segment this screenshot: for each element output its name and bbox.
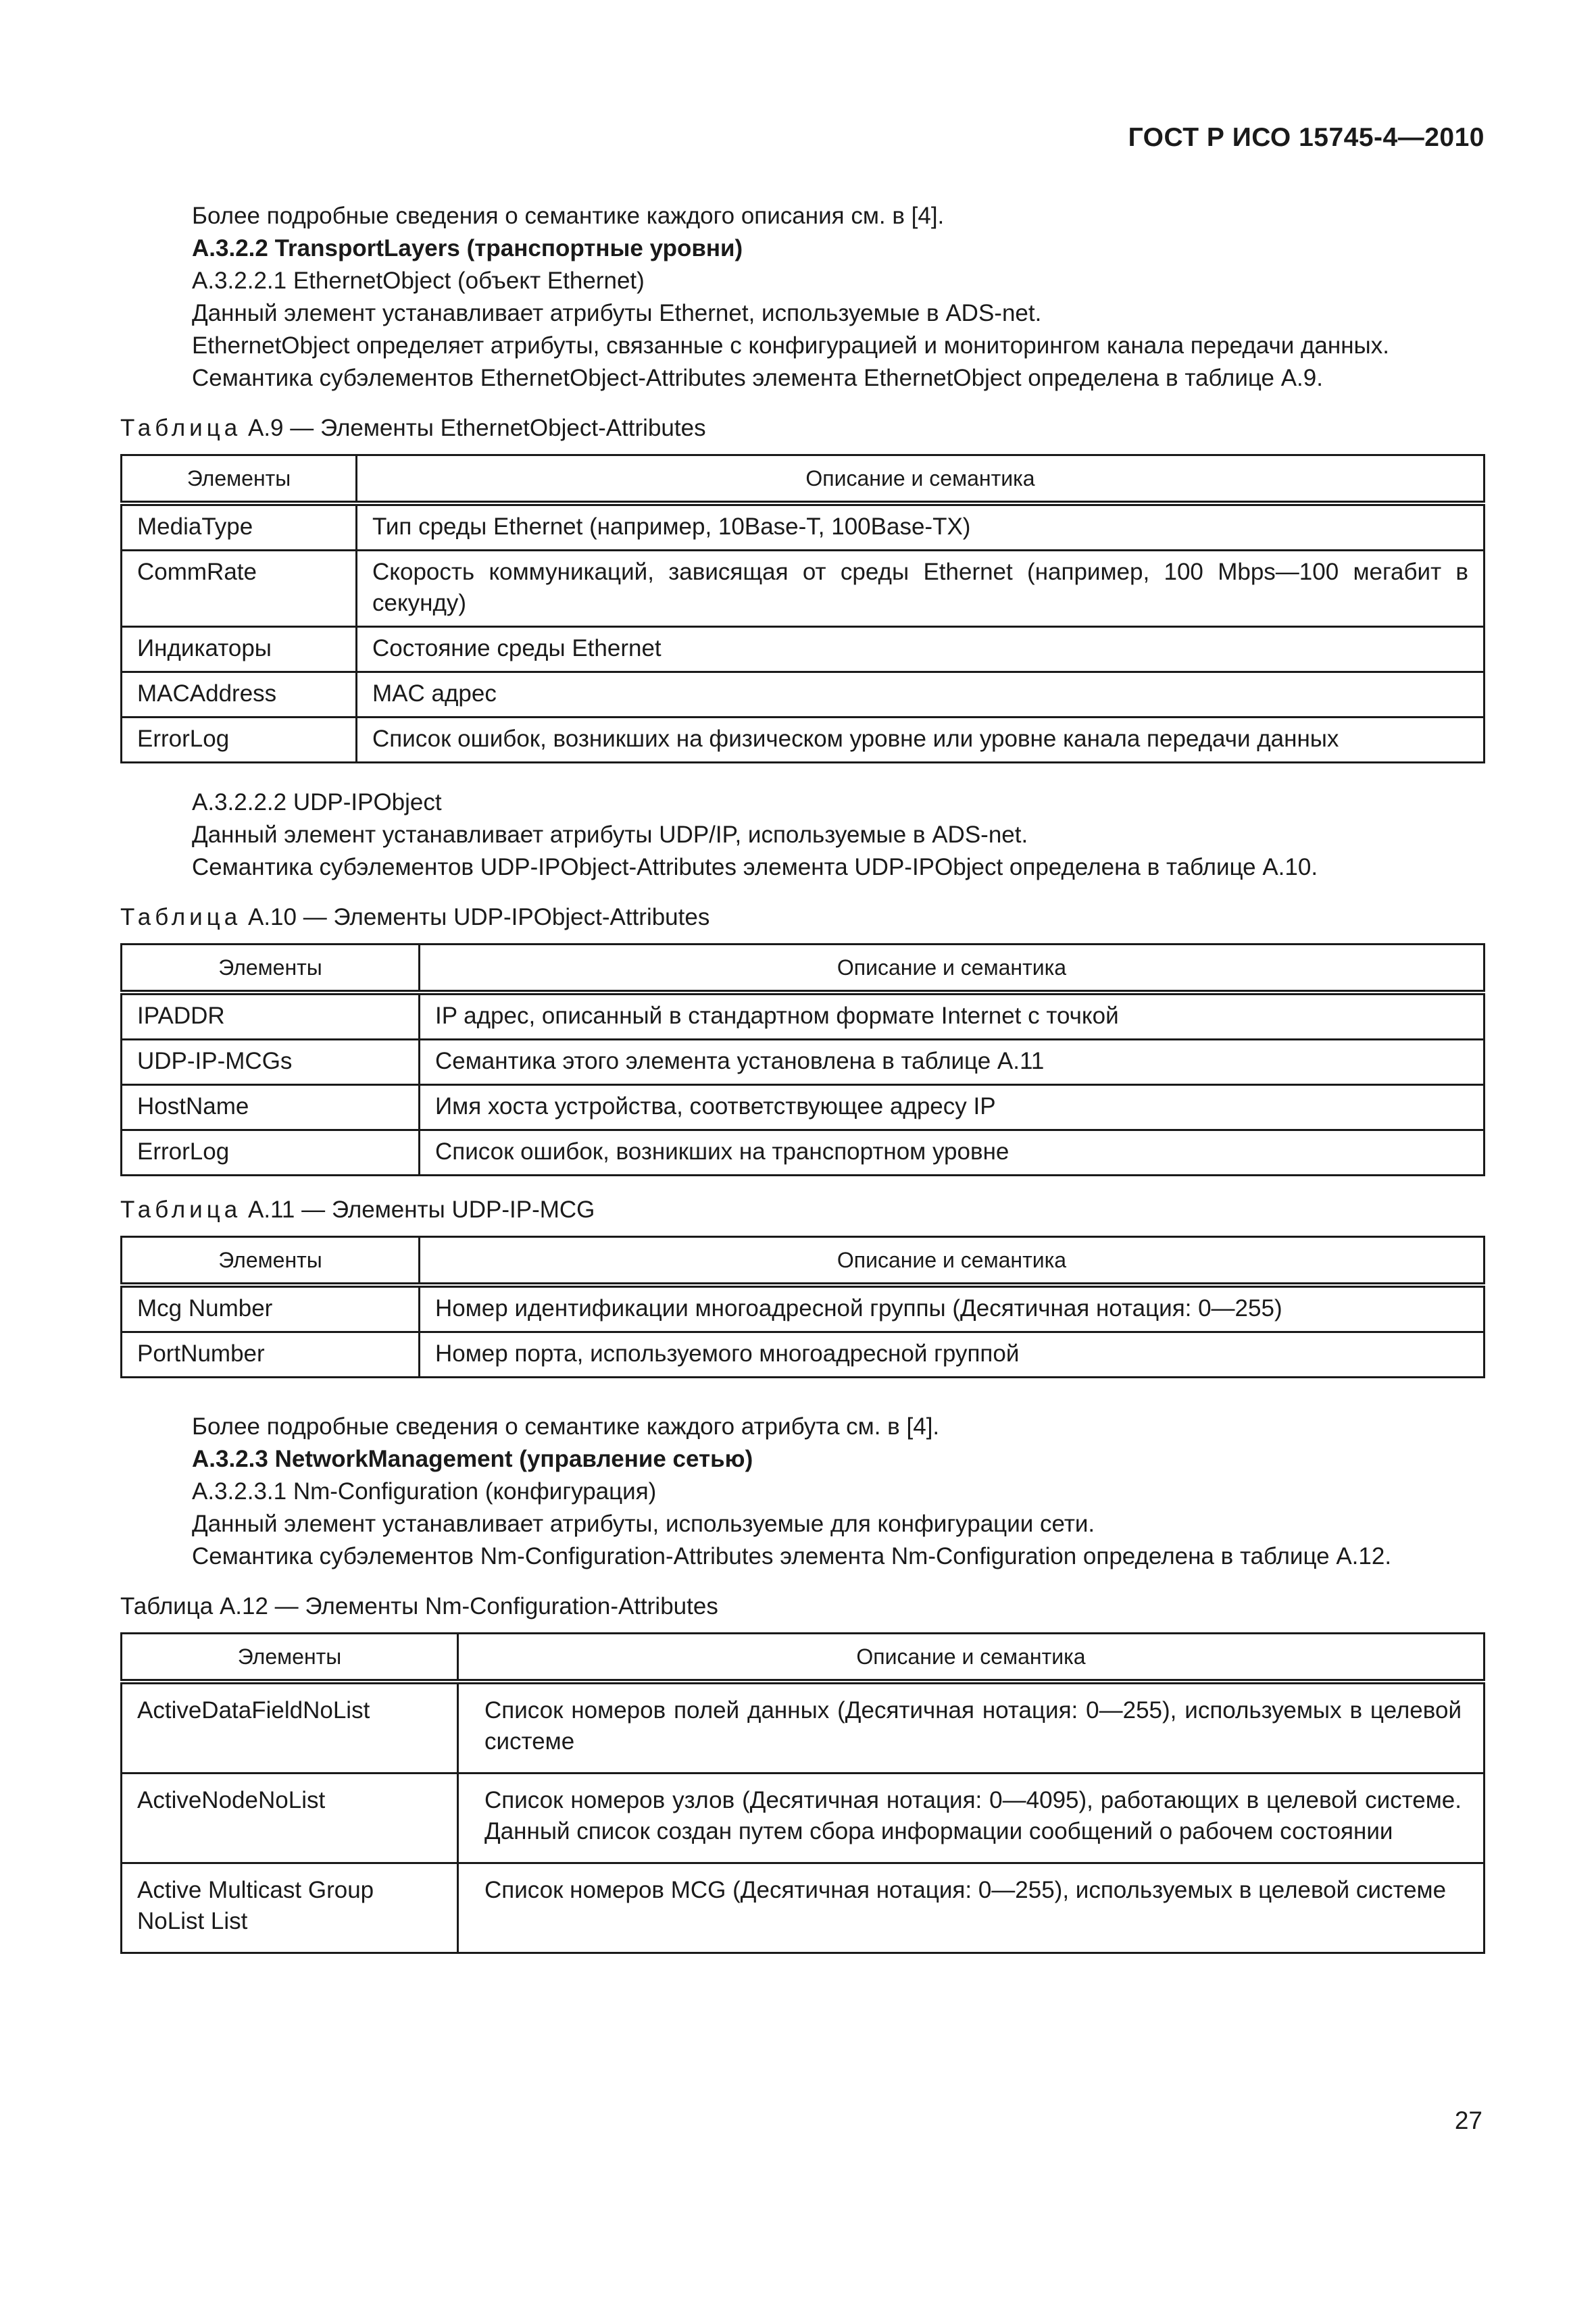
table-row [122,503,1485,551]
cell-description: Скорость коммуникаций, зависящая от среды Ethernet (например, 100 Mbps—100 мегабит в секунду) [357,551,1485,627]
table-caption-label: Таблица [120,904,242,930]
table-row [122,1682,1485,1774]
table-row [122,1130,1485,1176]
cell-element: Индикаторы [122,627,357,672]
cell-description: Список номеров узлов (Десятичная нотация: 0—4095), работающих в целевой системе. Данный список создан путем сбора информации сообщений о рабочем состоянии [458,1774,1485,1863]
table-row [122,1774,1485,1863]
subsection-title: A.3.2.3.1 Nm-Configuration (конфигурация) [192,1478,657,1505]
cell-description: Список номеров MCG (Десятичная нотация: 0—255), используемых в целевой системе [484,1877,1447,1903]
column-header-elements: Элементы [122,455,357,504]
section-heading: A.3.2.3 NetworkManagement (управление сетью) [192,1446,753,1472]
cell-description: Номер идентификации многоадресной группы (Десятичная нотация: 0—255) [420,1285,1485,1332]
table-row [122,992,1485,1040]
table-row [122,1285,1485,1332]
table-caption-label: Таблица [120,1197,242,1223]
cell-description: Список ошибок, возникших на транспортном уровне [435,1138,1009,1165]
cell-element: ErrorLog [122,1130,420,1176]
paragraph: Данный элемент устанавливает атрибуты UDP/IP, используемые в ADS-net. [192,822,1028,848]
table-caption-label: Таблица [120,415,242,441]
table-a10 [120,943,1485,1176]
page-number: 27 [1454,2107,1482,2134]
cell-element: MACAddress [122,672,357,718]
column-header-elements: Элементы [122,1237,420,1286]
table-caption [120,412,1485,445]
table-row [122,718,1485,763]
cell-description: Семантика этого элемента установлена в таблице А.11 [420,1040,1485,1085]
table-a11 [120,1236,1485,1378]
paragraph: Семантика субэлементов EthernetObject-Attributes элемента EthernetObject определена в таблице А.9. [192,365,1323,391]
cell-element: UDP-IP-MCGs [122,1040,420,1085]
column-header-elements: Элементы [122,945,420,993]
table-header-row [122,945,1485,993]
paragraph: Семантика субэлементов Nm-Configuration-Attributes элемента Nm-Configuration определена в таблице А.12. [192,1543,1392,1569]
cell-element: MediaType [122,503,357,551]
table-row [122,551,1485,627]
table-header-row [122,1634,1485,1682]
column-header-description: Описание и семантика [357,455,1485,504]
table-a9 [120,454,1485,763]
table-caption-text: А.10 — Элементы UDP-IPObject-Attributes [247,904,710,930]
page-content [120,200,1485,1954]
column-header-description: Описание и семантика [458,1634,1485,1682]
cell-element: ErrorLog [122,718,357,763]
cell-element: HostName [122,1085,420,1130]
paragraph: Более подробные сведения о семантике каждого атрибута см. в [4]. [192,1413,940,1440]
table-header-row [122,455,1485,504]
table-caption-text: А.11 — Элементы UDP-IP-MCG [247,1197,595,1223]
table-row [122,1040,1485,1085]
table-row [122,672,1485,718]
table-caption-text: А.9 — Элементы EthernetObject-Attributes [247,415,706,441]
table-row [122,627,1485,672]
column-header-description: Описание и семантика [420,945,1485,993]
column-header-description: Описание и семантика [420,1237,1485,1286]
table-caption [120,1194,1485,1226]
section-heading: A.3.2.2 TransportLayers (транспортные уровни) [192,235,743,261]
cell-description: Список номеров полей данных (Десятичная нотация: 0—255), используемых в целевой системе [458,1682,1485,1774]
table-a12 [120,1632,1485,1954]
paragraph: EthernetObject определяет атрибуты, связанные с конфигурацией и мониторингом канала передачи данных. [192,332,1389,359]
table-row [122,1863,1485,1953]
table-row [122,1332,1485,1378]
cell-description: Список ошибок, возникших на физическом уровне или уровне канала передачи данных [372,726,1339,752]
cell-description: Тип среды Ethernet (например, 10Base-T, 100Base-TX) [357,503,1485,551]
cell-description: Состояние среды Ethernet [357,627,1485,672]
cell-description: Номер порта, используемого многоадресной группой [435,1340,1020,1367]
cell-element: IPADDR [122,992,420,1040]
cell-element: Active Multicast Group NoList List [122,1863,458,1953]
cell-element: ActiveNodeNoList [122,1774,458,1863]
cell-description: Имя хоста устройства, соответствующее адресу IP [420,1085,1485,1130]
subsection-title: A.3.2.2.1 EthernetObject (объект Ethernet) [192,268,645,294]
paragraph: Данный элемент устанавливает атрибуты, используемые для конфигурации сети. [192,1511,1095,1537]
cell-element: PortNumber [122,1332,420,1378]
paragraph: Более подробные сведения о семантике каждого описания см. в [4]. [192,203,945,229]
column-header-elements: Элементы [122,1634,458,1682]
table-row [122,1085,1485,1130]
cell-element: ActiveDataFieldNoList [122,1682,458,1774]
table-header-row [122,1237,1485,1286]
paragraph: Данный элемент устанавливает атрибуты Ethernet, используемые в ADS-net. [192,300,1042,326]
cell-description: MAC адрес [357,672,1485,718]
cell-element: CommRate [122,551,357,627]
subsection-title: A.3.2.2.2 UDP-IPObject [192,789,442,815]
document-id-header: ГОСТ Р ИСО 15745-4—2010 [1128,123,1485,152]
table-caption [120,901,1485,934]
paragraph: Семантика субэлементов UDP-IPObject-Attributes элемента UDP-IPObject определена в таблице А.10. [192,854,1318,880]
table-caption: Таблица А.12 — Элементы Nm-Configuration-Attributes [120,1593,718,1619]
cell-description: IP адрес, описанный в стандартном формате Internet с точкой [420,992,1485,1040]
cell-element: Mcg Number [122,1285,420,1332]
